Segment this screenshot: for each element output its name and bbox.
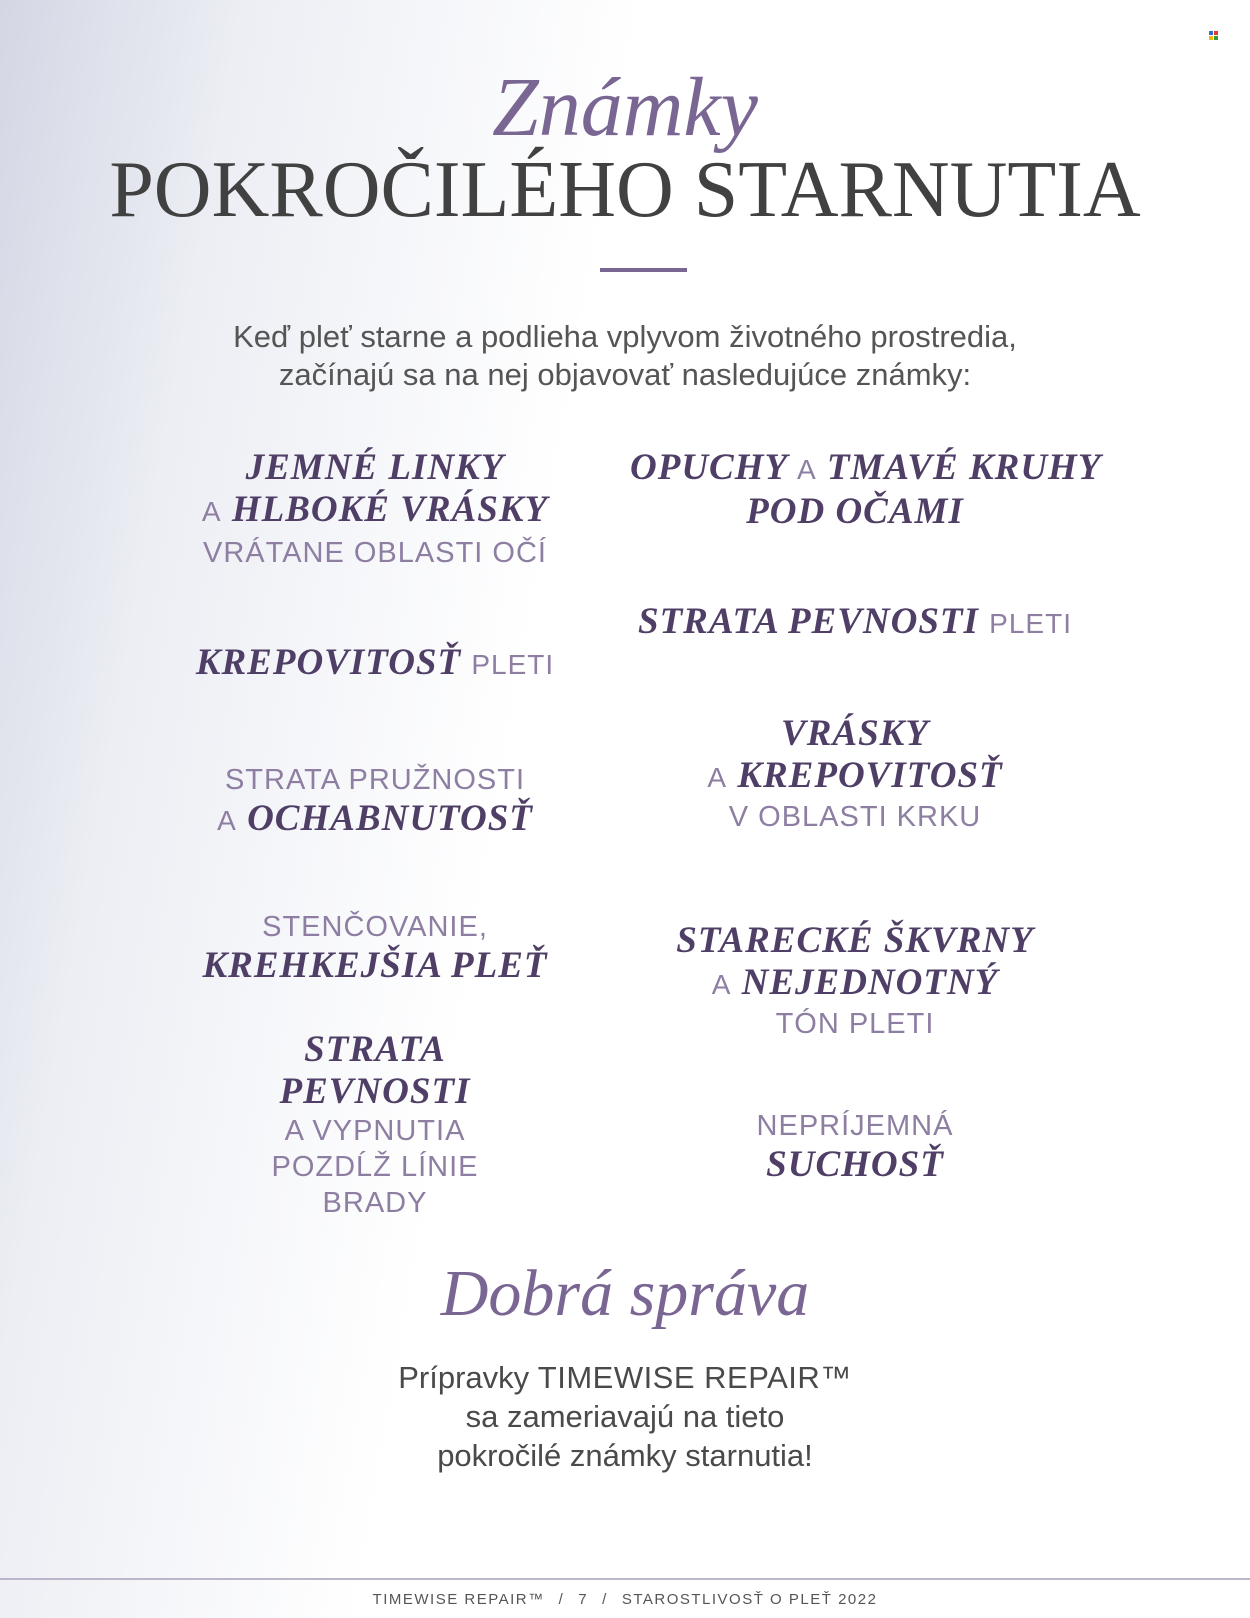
sign-connector: A: [796, 454, 817, 485]
sign-heading: POD OČAMI: [746, 491, 964, 532]
sign-detail: A VYPNUTIA: [284, 1115, 466, 1147]
sign-heading: [175, 798, 575, 842]
sign-connector: A: [217, 805, 237, 836]
good-news-line-3: pokročilé známky starnutia!: [437, 1438, 813, 1473]
sign-heading: [630, 755, 1080, 799]
sign-heading: [175, 489, 575, 533]
sign-heading: STARECKÉ ŠKVRNY: [676, 920, 1034, 961]
sign-heading: STRATA: [304, 1029, 446, 1070]
sign-thinning: [175, 909, 575, 987]
sign-heading: SUCHOSŤ: [766, 1144, 944, 1185]
sign-loss-of-firmness: [630, 601, 1080, 645]
sign-loss-of-elasticity: [175, 762, 575, 842]
sign-heading: [175, 642, 575, 686]
sign-age-spots: [630, 920, 1080, 1042]
sign-heading-part: KREPOVITOSŤ: [195, 642, 462, 683]
sign-detail: V OBLASTI KRKU: [728, 801, 982, 833]
good-news-line-1: [200, 1358, 1050, 1397]
sign-connector: A: [707, 762, 728, 793]
footer: [0, 1590, 1250, 1610]
sign-heading: KREHKEJŠIA PLEŤ: [202, 945, 548, 986]
sign-puffiness: [630, 447, 1102, 533]
sign-detail: VRÁTANE OBLASTI OČÍ: [203, 537, 547, 569]
sign-jawline: [175, 1029, 575, 1221]
sign-heading: PEVNOSTI: [279, 1071, 471, 1112]
footer-separator: /: [602, 1591, 608, 1608]
footer-divider: [0, 1578, 1250, 1580]
sign-heading-part: OCHABNUTOSŤ: [247, 798, 533, 839]
sign-neck-wrinkles: [630, 713, 1080, 835]
sign-connector: A: [711, 969, 732, 1000]
page-title: POKROČILÉHO STARNUTIA: [109, 146, 1141, 234]
sign-detail: STRATA PRUŽNOSTI: [224, 764, 526, 796]
good-news-line-2: sa zameriavajú na tieto: [465, 1399, 785, 1434]
good-news-title: Dobrá správa: [440, 1257, 810, 1330]
color-squares-icon: [1209, 31, 1219, 40]
sign-heading-part: TMAVÉ KRUHY: [826, 447, 1102, 488]
sign-detail: STENČOVANIE,: [262, 911, 488, 943]
sign-crepiness: [175, 642, 575, 686]
good-news-prefix: Prípravky: [398, 1360, 530, 1395]
sign-connector: PLETI: [471, 649, 555, 680]
sign-heading: [630, 447, 1102, 491]
sign-heading: JEMNÉ LINKY: [245, 447, 505, 488]
sign-heading-part: OPUCHY: [630, 447, 787, 488]
sign-detail: BRADY: [322, 1187, 428, 1219]
sign-heading-part: STRATA PEVNOSTI: [638, 601, 979, 642]
footer-brand: TIMEWISE REPAIR™: [372, 1591, 545, 1608]
title-divider: [600, 268, 687, 272]
sign-detail: POZDĹŽ LÍNIE: [271, 1151, 479, 1183]
good-news-text: [200, 1358, 1050, 1475]
sign-heading: VRÁSKY: [781, 713, 929, 754]
sign-detail: NEPRÍJEMNÁ: [756, 1110, 954, 1142]
page-number: 7: [578, 1591, 589, 1608]
sign-dryness: [630, 1108, 1080, 1186]
product-name: TIMEWISE REPAIR™: [537, 1360, 852, 1395]
sign-heading-part: KREPOVITOSŤ: [737, 755, 1003, 796]
title-script: Známky: [492, 61, 758, 154]
sign-heading: [630, 962, 1080, 1006]
sign-connector: PLETI: [989, 608, 1072, 639]
footer-separator: /: [558, 1591, 565, 1608]
sign-heading-part: NEJEDNOTNÝ: [741, 962, 999, 1003]
intro-text: [150, 318, 1100, 394]
sign-detail: TÓN PLETI: [775, 1008, 935, 1040]
sign-fine-lines: [175, 447, 575, 571]
footer-section: STAROSTLIVOSŤ O PLEŤ 2022: [621, 1591, 878, 1608]
sign-heading: [630, 601, 1080, 645]
sign-heading-part: HLBOKÉ VRÁSKY: [231, 489, 549, 530]
intro-line-2: začínajú sa na nej objavovať nasledujúce známky:: [278, 357, 972, 392]
intro-line-1: Keď pleť starne a podlieha vplyvom životného prostredia,: [233, 319, 1017, 354]
sign-connector: A: [201, 496, 222, 527]
